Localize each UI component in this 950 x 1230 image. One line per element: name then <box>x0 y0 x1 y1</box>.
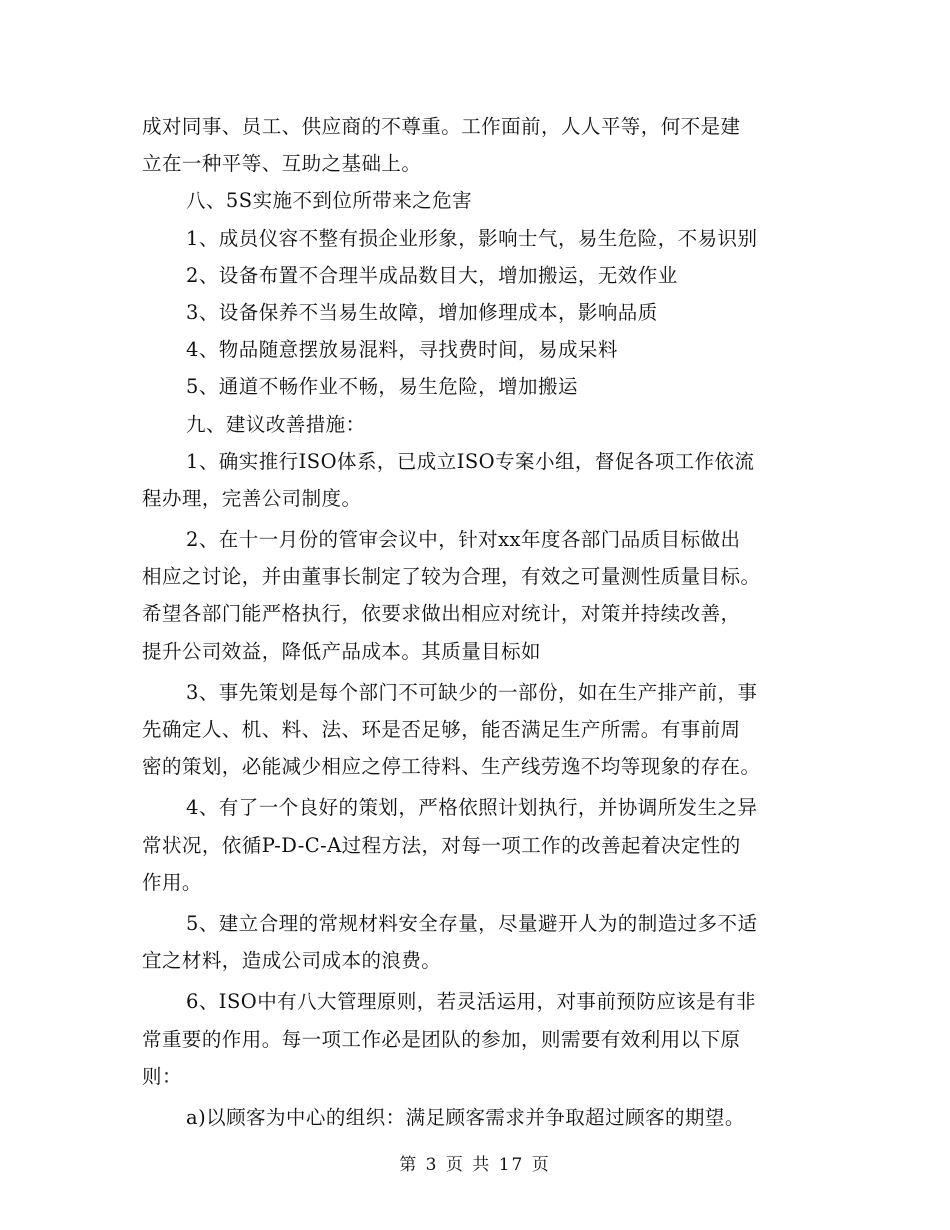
paragraph-line: 程办理，完善公司制度。 <box>142 486 362 510</box>
paragraph-line: 立在一种平等、互助之基础上。 <box>142 152 422 176</box>
page-number: 第 3 页 共 17 页 <box>399 1155 551 1175</box>
paragraph-line: 常状况，依循P-D-C-A过程方法，对每一项工作的改善起着决定性的 <box>142 833 741 857</box>
list-item: 2、设备布置不合理半成品数目大，增加搬运，无效作业 <box>186 263 678 287</box>
paragraph-line: 2、在十一月份的管审会议中，针对xx年度各部门品质目标做出 <box>186 528 741 552</box>
paragraph-line: 提升公司效益，降低产品成本。其质量目标如 <box>142 639 542 663</box>
list-item: 4、物品随意摆放易混料，寻找费时间，易成呆料 <box>186 338 618 362</box>
section-heading: 八、5S实施不到位所带来之危害 <box>186 189 473 213</box>
paragraph-line: 6、ISO中有八大管理原则，若灵活运用，对事前预防应该是有非 <box>186 990 756 1014</box>
paragraph-line: 3、事先策划是每个部门不可缺少的一部份，如在生产排产前，事 <box>186 680 758 704</box>
paragraph-line: 先确定人、机、料、法、环是否足够，能否满足生产所需。有事前周 <box>142 718 741 741</box>
paragraph-line: 相应之讨论，并由董事长制定了较为合理，有效之可量测性质量目标。 <box>142 565 761 589</box>
paragraph-line: 1、确实推行ISO体系，已成立ISO专案小组，督促各项工作依流 <box>186 449 755 473</box>
paragraph-line: 宜之材料，造成公司成本的浪费。 <box>142 949 442 973</box>
document-body <box>142 108 812 1136</box>
paragraph-line: 5、建立合理的常规材料安全存量，尽量避开人为的制造过多不适 <box>186 911 758 935</box>
paragraph-line: 则： <box>142 1064 182 1088</box>
list-item: 5、通道不畅作业不畅，易生危险，增加搬运 <box>186 375 578 399</box>
paragraph-line: a)以顾客为中心的组织：满足顾客需求并争取超过顾客的期望。 <box>186 1105 745 1129</box>
paragraph-line: 希望各部门能严格执行，依要求做出相应对统计，对策并持续改善， <box>142 602 741 626</box>
paragraph-line: 常重要的作用。每一项工作必是团队的参加，则需要有效利用以下原 <box>142 1027 741 1051</box>
list-item: 3、设备保养不当易生故障，增加修理成本，影响品质 <box>186 300 658 324</box>
section-heading: 九、建议改善措施： <box>186 412 366 436</box>
list-item: 1、成员仪容不整有损企业形象，影响士气，易生危险，不易识别 <box>186 226 758 250</box>
paragraph-line: 作用。 <box>142 870 202 894</box>
paragraph-line: 成对同事、员工、供应商的不尊重。工作面前，人人平等，何不是建 <box>142 115 741 138</box>
paragraph-line: 4、有了一个良好的策划，严格依照计划执行，并协调所发生之异 <box>186 796 758 820</box>
paragraph-line: 密的策划，必能减少相应之停工待料、生产线劳逸不均等现象的存在。 <box>142 755 761 779</box>
